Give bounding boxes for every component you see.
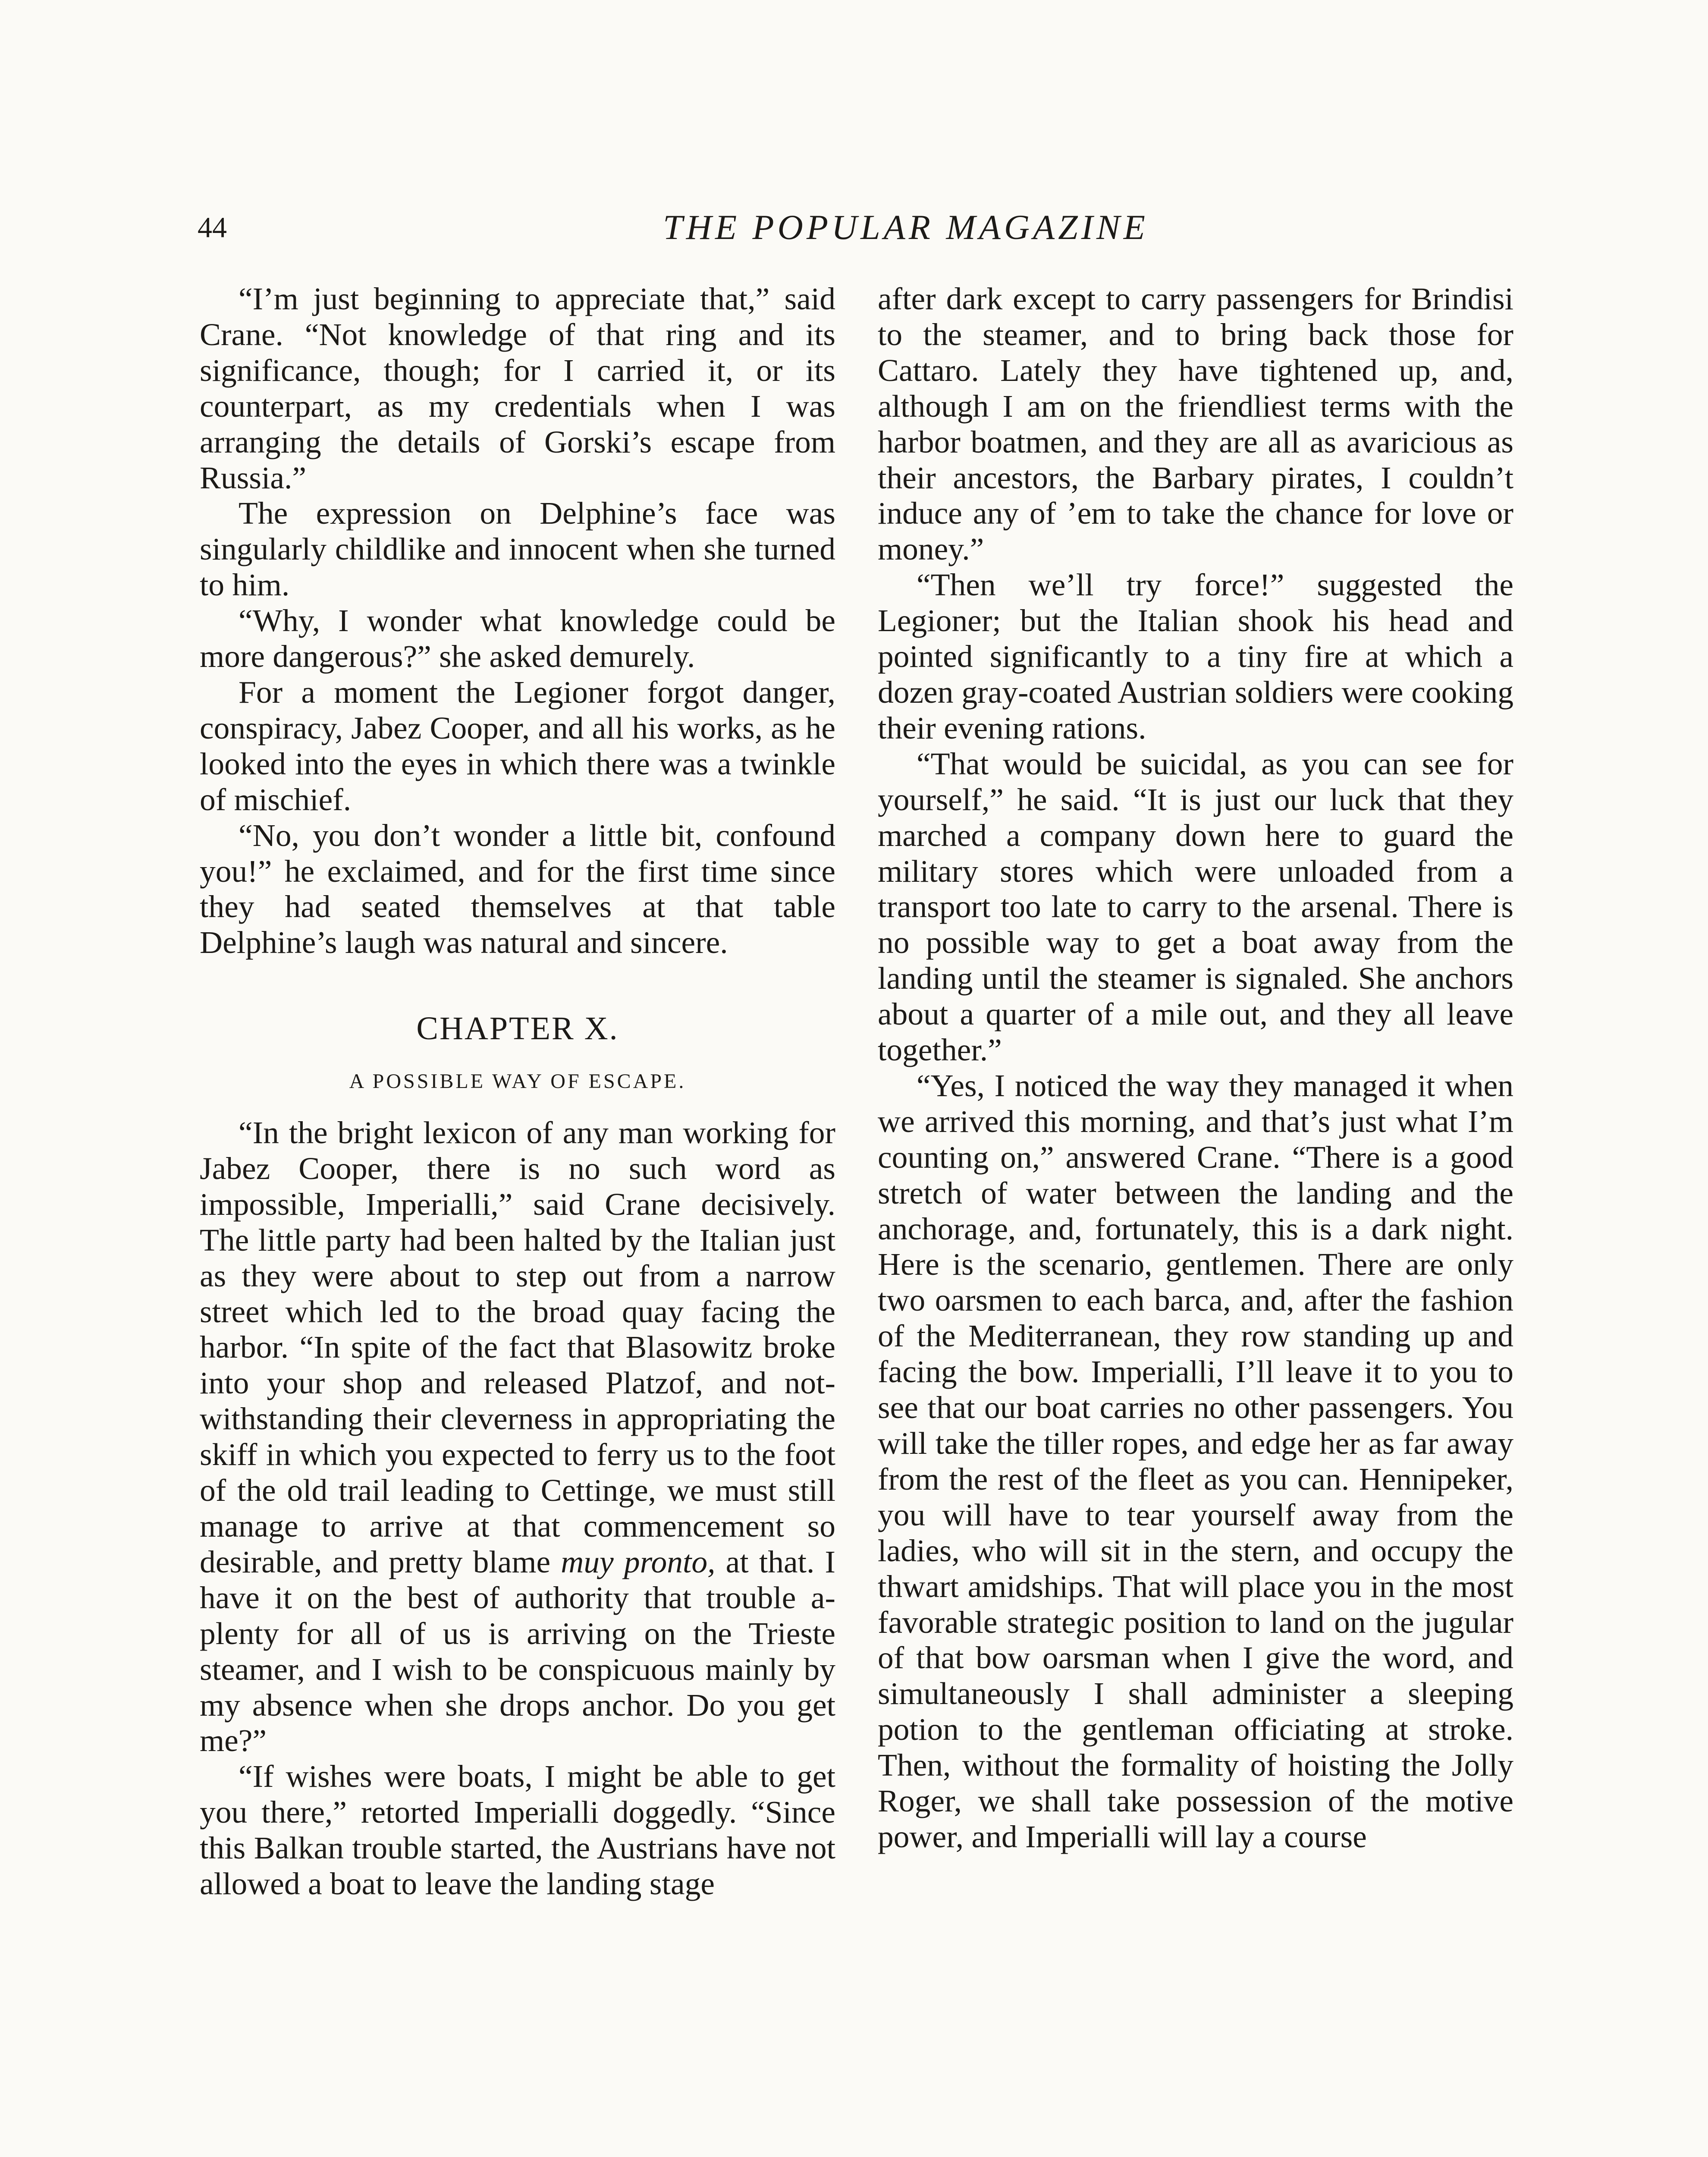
paragraph: For a moment the Legioner forgot danger, conspiracy, Jabez Cooper, and all his works, as he looked into the eyes in which there was a twinkle of mischief. [200, 674, 835, 817]
right-column [878, 281, 1513, 1855]
paragraph-continuation: after dark except to carry passengers for Brindisi to the steamer, and to bring back those for Cattaro. Lately they have tightened up, and, although I am on the friendliest terms with the harbor boatmen, and they are all as avaricious as their ancestors, the Barbary pirates, I couldn’t induce any of ’em to take the chance for love or money.” [878, 281, 1513, 567]
paragraph: “Why, I wonder what knowledge could be more dangerous?” she asked demurely. [200, 603, 835, 674]
page-number: 44 [198, 211, 227, 244]
paragraph [200, 1115, 835, 1759]
paragraph: “No, you don’t wonder a little bit, confound you!” he exclaimed, and for the first time since they had seated themselves at that table Delphine’s laugh was natural and sincere. [200, 818, 835, 960]
paragraph-text: at that. I have it on the best of authority that trouble a-plenty for all of us is arriving on the Trieste steamer, and I wish to be conspicuous mainly by my absence when she drops anchor. Do you get me?” [200, 1544, 836, 1758]
italic-phrase: muy pronto, [561, 1544, 716, 1579]
paragraph: “That would be suicidal, as you can see for yourself,” he said. “It is just our luck that they marched a company down here to guard the military stores which were unloaded from a transport too late to carry to the arsenal. There is no possible way to get a boat away from the landing until the steamer is signaled. She anchors about a quarter of a mile out, and they all leave together.” [878, 746, 1513, 1068]
paragraph: “Then we’ll try force!” suggested the Legioner; but the Italian shook his head and pointed significantly to a tiny fire at which a dozen gray-coated Austrian soldiers were cooking their evening rations. [878, 567, 1513, 745]
paragraph: “If wishes were boats, I might be able to get you there,” retorted Imperialli doggedly. “Since this Balkan trouble started, the Austrians have not allowed a boat to leave the landing stage [200, 1759, 835, 1902]
left-column [200, 281, 835, 1902]
paragraph: “Yes, I noticed the way they managed it when we arrived this morning, and that’s just what I’m counting on,” answered Crane. “There is a good stretch of water between the landing and the anchorage, and, fortunately, this is a dark night. Here is the scenario, gentlemen. There are only two oarsmen to each barca, and, after the fashion of the Mediterranean, they row standing up and facing the bow. Imperialli, I’ll leave it to you to see that our boat carries no other passengers. You will take the tiller ropes, and edge her as far away from the rest of the fleet as you can. Hennipeker, you will have to tear yourself away from the ladies, who will sit in the stern, and occupy the thwart amidships. That will place you in the most favorable strategic position to land on the jugular of that bow oarsman when I give the word, and simultaneously I shall administer a sleeping potion to the gentleman officiating at stroke. Then, without the formality of hoisting the Jolly Roger, we shall take possession of the motive power, and Imperialli will lay a course [878, 1068, 1513, 1854]
paragraph: The expression on Delphine’s face was singularly childlike and innocent when she turned to him. [200, 496, 835, 603]
running-head: THE POPULAR MAGAZINE [663, 208, 1149, 247]
paragraph-text: “In the bright lexicon of any man working for Jabez Cooper, there is no such word as impossible, Imperialli,” said Crane decisively. The little party had been halted by the Italian just as they were about to step out from a narrow street which led to the broad quay facing the harbor. “In spite of the fact that Blasowitz broke into your shop and released Platzof, and notwithstanding their cleverness in appropriating the skiff in which you expected to ferry us to the foot of the old trail leading to Cettinge, we must still manage to arrive at that commencement so desirable, and pretty blame [200, 1115, 835, 1579]
chapter-heading: CHAPTER X. [416, 1010, 619, 1047]
chapter-subtitle: A POSSIBLE WAY OF ESCAPE. [349, 1070, 686, 1093]
paragraph: “I’m just beginning to appreciate that,” said Crane. “Not knowledge of that ring and its significance, though; for I carried it, or its counterpart, as my credentials when I was arranging the details of Gorski’s escape from Russia.” [200, 281, 835, 495]
